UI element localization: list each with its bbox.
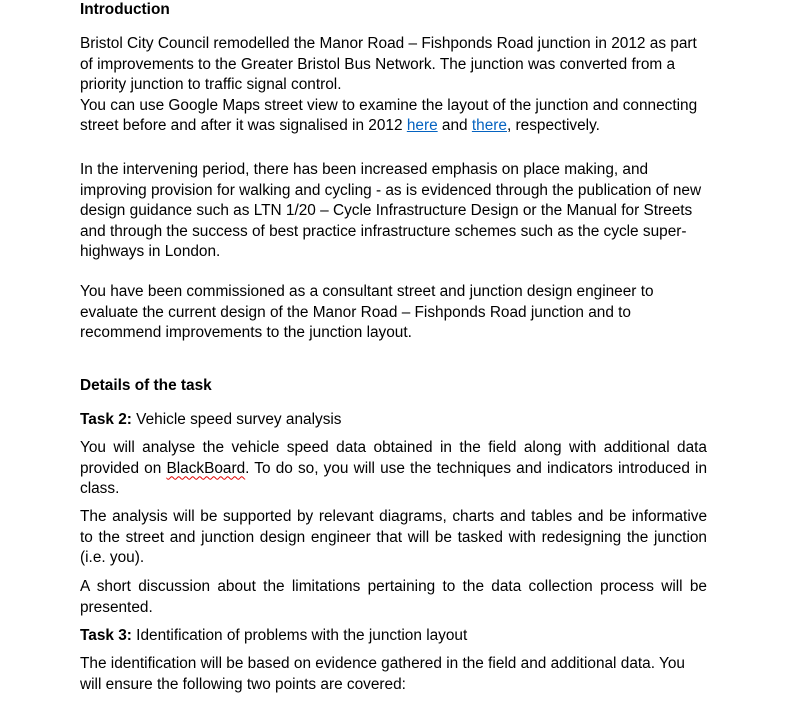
intro-paragraph-4: You have been commissioned as a consultant street and junction design engineer to evaluate the current design of the Manor Road – Fishponds Road junction and to recommend improvements to the junction layout.	[80, 283, 654, 342]
task-2-paragraph-2: The analysis will be supported by relevant diagrams, charts and tables and be informative to the street and junction design engineer that will be tasked with redesigning the junction (i.e. you).	[80, 508, 707, 567]
intro-paragraph-2-and: and	[437, 117, 472, 135]
task-2-paragraph-3: A short discussion about the limitations pertaining to the data collection process will be presented.	[80, 578, 707, 616]
intro-paragraph-3: In the intervening period, there has been increased emphasis on place making, and improving provision for walking and cycling - as is evidenced through the publication of new design guidance such as LTN 1/20 – Cycle Infrastructure Design or the Manual for Streets and through the success of best practice infrastructure schemes such as the cycle super-highways in London.	[80, 161, 702, 261]
task-2-heading	[80, 410, 707, 431]
intro-paragraph-2-text: You can use Google Maps street view to examine the layout of the junction and connecting street before and after it was signalised in 2012	[80, 96, 698, 135]
task-3-title: Identification of problems with the junction layout	[131, 627, 468, 644]
task-2-paragraph-1	[80, 438, 707, 500]
intro-paragraph-2-end: , respectively.	[506, 117, 600, 135]
intro-paragraph-1: Bristol City Council remodelled the Manor Road – Fishponds Road junction in 2012 as part of improvements to the Greater Bristol Bus Network. The junction was converted from a priority junction to traffic signal control.	[80, 35, 697, 94]
here-link[interactable]: here	[406, 117, 438, 135]
task-2-label: Task 2:	[80, 411, 132, 428]
blackboard-word: BlackBoard	[166, 459, 246, 477]
introduction-heading: Introduction	[80, 1, 170, 18]
task-3-heading	[80, 626, 707, 647]
intro-paragraph-2	[80, 96, 707, 137]
task-3-label: Task 3:	[80, 627, 132, 644]
task-details-heading: Details of the task	[80, 377, 212, 394]
task-2-paragraph-1-text: You will analyse the vehicle speed data obtained in the field along with additional data provided on	[80, 439, 707, 477]
task-2-title: Vehicle speed survey analysis	[131, 411, 342, 428]
intro-paragraph-block	[80, 34, 707, 137]
there-link[interactable]: there	[471, 117, 507, 135]
task-2-paragraph-1-end: . To do so, you will use the techniques and indicators introduced in class.	[80, 459, 708, 498]
task-3-paragraph-1: The identification will be based on evidence gathered in the field and additional data. You will ensure the following two points are covered:	[80, 655, 685, 693]
